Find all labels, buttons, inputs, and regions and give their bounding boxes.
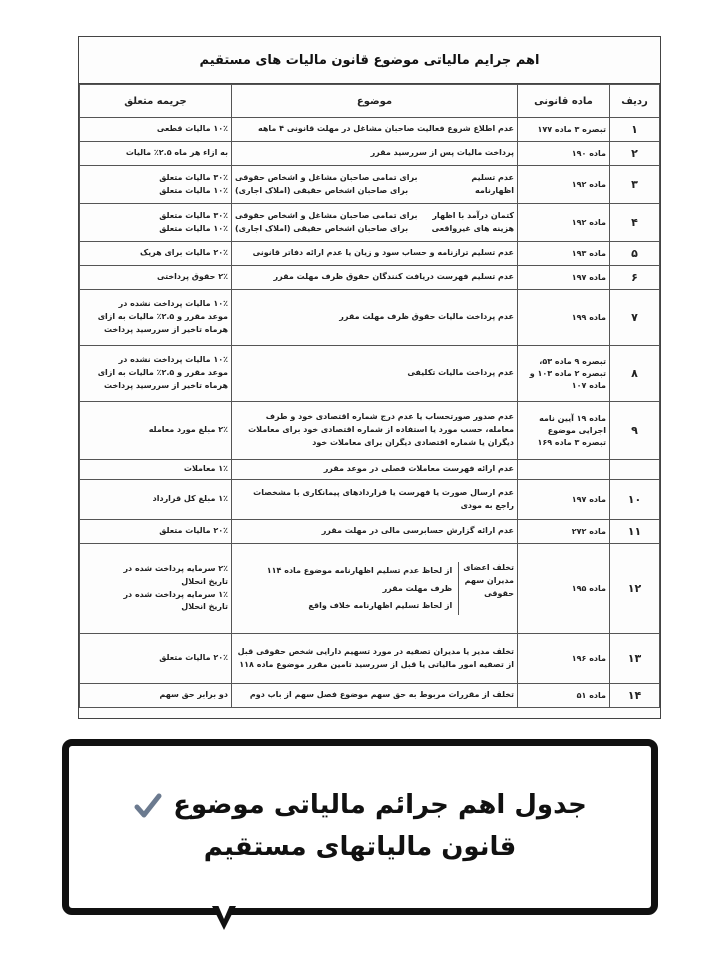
subject-pair bbox=[235, 185, 514, 198]
subject-left-line: ظرف مهلت مقرر bbox=[382, 583, 453, 593]
row-subject bbox=[232, 166, 518, 204]
table-row bbox=[80, 480, 660, 520]
row-article bbox=[518, 290, 610, 346]
row-article bbox=[518, 204, 610, 242]
subject-line: تخلف مدیر یا مدیران تصفیه در مورد تسهیم دارایی شخص حقوقی قبل bbox=[237, 646, 514, 656]
article-line: ماده ۱۹۷ bbox=[571, 494, 606, 504]
subject-pair-detail: برای تمامی صاحبان مشاغل و اشخاص حقوقی bbox=[235, 210, 418, 220]
row-penalty bbox=[80, 118, 232, 142]
penalty-line: ۳۰٪ مالیات متعلق bbox=[159, 172, 228, 182]
row-subject bbox=[232, 480, 518, 520]
row-subject bbox=[232, 346, 518, 402]
subject-pair-detail: برای صاحبان اشخاص حقیقی (املاک اجاری) bbox=[235, 185, 409, 195]
row-penalty bbox=[80, 544, 232, 634]
subject-split-right bbox=[458, 562, 514, 615]
subject-pair-label: اظهارنامه bbox=[475, 185, 514, 195]
subject-right-line: مدیران سهم bbox=[464, 575, 514, 585]
row-article bbox=[518, 266, 610, 290]
row-penalty bbox=[80, 166, 232, 204]
table-row bbox=[80, 634, 660, 684]
table-row bbox=[80, 266, 660, 290]
row-penalty bbox=[80, 142, 232, 166]
row-penalty bbox=[80, 290, 232, 346]
row-subject bbox=[232, 266, 518, 290]
row-index: ۱۰ bbox=[610, 480, 660, 520]
row-index: ۳ bbox=[610, 166, 660, 204]
subject-pair-detail: برای صاحبان اشخاص حقیقی (املاک اجاری) bbox=[235, 223, 409, 233]
header-article: ماده قانونی bbox=[518, 85, 610, 118]
article-line: ماده ۱۹۰ bbox=[571, 148, 606, 158]
penalty-line: ۲٪ سرمایه پرداخت شده در bbox=[123, 563, 228, 573]
table-row bbox=[80, 118, 660, 142]
caption-line-1: جدول اهم جرائم مالیاتی موضوع bbox=[173, 790, 587, 821]
row-index: ۹ bbox=[610, 402, 660, 460]
caption-bubble bbox=[62, 739, 658, 915]
penalty-line: هرماه تاخیر از سررسید پرداخت bbox=[104, 324, 228, 334]
row-article bbox=[518, 480, 610, 520]
penalty-line: ۱۰٪ مالیات متعلق bbox=[159, 185, 228, 195]
row-article bbox=[518, 242, 610, 266]
penalty-line: ۱٪ معاملات bbox=[183, 464, 228, 474]
subject-pair-label: کتمان درآمد با اظهار bbox=[432, 210, 514, 220]
table-row bbox=[80, 142, 660, 166]
header-penalty: جریمه متعلق bbox=[80, 85, 232, 118]
subject-split bbox=[235, 562, 514, 615]
penalty-line: هرماه تاخیر از سررسید پرداخت bbox=[104, 380, 228, 390]
row-index: ۱ bbox=[610, 118, 660, 142]
article-line: ماده ۱۹۶ bbox=[571, 653, 606, 663]
penalty-line: ۱٪ سرمایه پرداخت شده در bbox=[123, 589, 228, 599]
article-line: ماده ۱۹۲ bbox=[571, 217, 606, 227]
row-index: ۶ bbox=[610, 266, 660, 290]
article-line: ماده ۱۹۵ bbox=[571, 583, 606, 593]
penalty-line: ۲٪ مبلغ مورد معامله bbox=[148, 425, 228, 435]
article-line: ماده ۱۹۹ bbox=[571, 312, 606, 322]
tax-penalties-document bbox=[78, 36, 661, 719]
row-index: ۲ bbox=[610, 142, 660, 166]
row-penalty bbox=[80, 242, 232, 266]
table-row bbox=[80, 242, 660, 266]
row-subject bbox=[232, 402, 518, 460]
subject-line: تخلف از مقررات مربوط به حق سهم موضوع فصل سهم از باب دوم bbox=[249, 690, 514, 700]
penalty-line: ۲٪ حقوق پرداختی bbox=[157, 272, 228, 282]
penalty-line: ۲۰٪ مالیات متعلق bbox=[159, 526, 228, 536]
penalty-line: ۳۰٪ مالیات متعلق bbox=[159, 210, 228, 220]
table-header-row bbox=[80, 85, 660, 118]
subject-pair-detail: برای تمامی صاحبان مشاغل و اشخاص حقوقی bbox=[235, 172, 418, 182]
row-subject bbox=[232, 204, 518, 242]
row-index: ۱۳ bbox=[610, 634, 660, 684]
penalty-line: ۱۰٪ مالیات متعلق bbox=[159, 223, 228, 233]
penalty-line: موعد مقرر و ۲.۵٪ مالیات به ازای bbox=[97, 312, 228, 322]
row-index: ۱۱ bbox=[610, 520, 660, 544]
table-row bbox=[80, 544, 660, 634]
row-penalty bbox=[80, 204, 232, 242]
row-index: ۱۴ bbox=[610, 684, 660, 708]
subject-line: عدم ارائه گزارش حسابرسی مالی در مهلت مقرر bbox=[321, 526, 514, 536]
table-row bbox=[80, 402, 660, 460]
article-line: تبصره ۳ ماده ۱۷۷ bbox=[537, 124, 606, 134]
row-index: ۱۲ bbox=[610, 544, 660, 634]
penalty-line: ۲۰٪ مالیات برای هریک bbox=[139, 248, 228, 258]
subject-pair bbox=[235, 172, 514, 185]
header-idx: ردیف bbox=[610, 85, 660, 118]
article-line: ماده ۲۷۲ bbox=[571, 526, 606, 536]
row-index bbox=[610, 460, 660, 480]
penalty-line: دو برابر حق سهم bbox=[159, 690, 228, 700]
subject-line: عدم صدور صورتحساب یا عدم درج شماره اقتصادی خود و طرف bbox=[265, 412, 514, 422]
row-subject bbox=[232, 634, 518, 684]
row-subject bbox=[232, 142, 518, 166]
caption-line-2: قانون مالیاتهای مستقیم bbox=[203, 832, 517, 862]
subject-line: معامله، حسب مورد یا استفاده از شماره اقتصادی خود برای معاملات bbox=[248, 425, 514, 435]
row-article bbox=[518, 166, 610, 204]
penalty-line: تاریخ انحلال bbox=[181, 602, 228, 612]
penalty-line: ۱۰٪ مالیات پرداخت نشده در bbox=[118, 299, 228, 309]
row-article bbox=[518, 402, 610, 460]
table-row bbox=[80, 520, 660, 544]
subject-line: عدم تسلیم ترازنامه و حساب سود و زیان یا عدم ارائه دفاتر قانونی bbox=[252, 248, 514, 258]
row-index: ۵ bbox=[610, 242, 660, 266]
article-line: اجرایی موضوع bbox=[547, 425, 606, 435]
article-line: تبصره ۳ ماده ۱۶۹ bbox=[537, 437, 606, 447]
row-penalty bbox=[80, 402, 232, 460]
article-line: ماده ۱۹۳ bbox=[571, 248, 606, 258]
row-article bbox=[518, 118, 610, 142]
subject-line: عدم تسلیم فهرست دریافت کنندگان حقوق ظرف مهلت مقرر bbox=[273, 272, 514, 282]
row-subject bbox=[232, 242, 518, 266]
penalty-line: ۱۰٪ مالیات قطعی bbox=[156, 124, 228, 134]
subject-line: عدم پرداخت مالیات تکلیفی bbox=[407, 368, 514, 378]
article-line: ماده ۱۰۷ bbox=[571, 380, 606, 390]
row-subject bbox=[232, 290, 518, 346]
row-article bbox=[518, 460, 610, 480]
subject-line: عدم ارسال صورت یا فهرست یا قراردادهای پیمانکاری با مشخصات bbox=[253, 487, 514, 497]
row-subject bbox=[232, 684, 518, 708]
article-line: ماده ۱۹۲ bbox=[571, 179, 606, 189]
subject-split-left bbox=[267, 562, 452, 615]
subject-pair bbox=[235, 223, 514, 236]
table-row bbox=[80, 460, 660, 480]
bubble-tail-inner bbox=[218, 905, 230, 919]
subject-left-line: از لحاظ تسلیم اظهارنامه خلاف واقع bbox=[308, 601, 453, 611]
document-title: اهم جرایم مالیاتی موضوع قانون مالیات های مستقیم bbox=[79, 37, 660, 84]
penalty-line: ۱۰٪ مالیات پرداخت نشده در bbox=[118, 355, 228, 365]
row-article bbox=[518, 520, 610, 544]
subject-pair-label: هزینه های غیرواقعی bbox=[431, 223, 514, 233]
table-body bbox=[80, 118, 660, 708]
row-article bbox=[518, 634, 610, 684]
subject-line: از تصفیه امور مالیاتی یا قبل از سررسید تامین مقرر موضوع ماده ۱۱۸ bbox=[239, 659, 514, 669]
row-article bbox=[518, 544, 610, 634]
row-index: ۸ bbox=[610, 346, 660, 402]
row-penalty bbox=[80, 460, 232, 480]
row-subject bbox=[232, 118, 518, 142]
row-penalty bbox=[80, 520, 232, 544]
article-line: ماده ۱۹۷ bbox=[571, 272, 606, 282]
row-penalty bbox=[80, 480, 232, 520]
article-line: تبصره ۹ ماده ۵۳، bbox=[539, 356, 606, 366]
subject-right-line: حقوقی bbox=[484, 588, 514, 598]
penalty-line: به ازاء هر ماه ۲.۵٪ مالیات bbox=[125, 148, 228, 158]
table-row bbox=[80, 684, 660, 708]
subject-left-line: از لحاظ عدم تسلیم اظهارنامه موضوع ماده ۱۱۴ bbox=[266, 566, 453, 576]
subject-line: راجع به مودی bbox=[460, 500, 514, 510]
row-subject bbox=[232, 460, 518, 480]
check-mark-icon bbox=[133, 791, 163, 821]
header-subject: موضوع bbox=[232, 85, 518, 118]
row-article bbox=[518, 684, 610, 708]
row-subject bbox=[232, 544, 518, 634]
subject-line: عدم ارائه فهرست معاملات فصلی در موعد مقرر bbox=[323, 464, 514, 474]
row-index: ۷ bbox=[610, 290, 660, 346]
row-penalty bbox=[80, 266, 232, 290]
row-penalty bbox=[80, 346, 232, 402]
row-index: ۴ bbox=[610, 204, 660, 242]
row-penalty bbox=[80, 634, 232, 684]
penalty-line: ۱٪ مبلغ کل قرارداد bbox=[152, 494, 228, 504]
subject-line: دیگران یا شماره اقتصادی دیگران برای معاملات خود bbox=[312, 437, 514, 447]
table-row bbox=[80, 290, 660, 346]
penalty-line: ۲۰٪ مالیات متعلق bbox=[159, 653, 228, 663]
penalty-line: موعد مقرر و ۲.۵٪ مالیات به ازای bbox=[97, 368, 228, 378]
row-article bbox=[518, 142, 610, 166]
subject-right-line: تخلف اعضای bbox=[463, 563, 514, 573]
article-line: ماده ۵۱ bbox=[576, 690, 606, 700]
subject-line: پرداخت مالیات پس از سررسید مقرر bbox=[370, 148, 514, 158]
row-subject bbox=[232, 520, 518, 544]
table-row bbox=[80, 204, 660, 242]
row-penalty bbox=[80, 684, 232, 708]
penalty-line: تاریخ انحلال bbox=[181, 576, 228, 586]
subject-line: عدم اطلاع شروع فعالیت صاحبان مشاغل در مهلت قانونی ۴ ماهه bbox=[258, 124, 514, 134]
subject-pair-label: عدم تسلیم bbox=[471, 172, 514, 182]
article-line: ماده ۱۹ آیین نامه bbox=[539, 413, 606, 423]
row-article bbox=[518, 346, 610, 402]
table-row bbox=[80, 346, 660, 402]
article-line: تبصره ۲ ماده ۱۰۳ و bbox=[529, 368, 606, 378]
subject-line: عدم پرداخت مالیات حقوق ظرف مهلت مقرر bbox=[339, 312, 514, 322]
subject-pair bbox=[235, 210, 514, 223]
table-row bbox=[80, 166, 660, 204]
penalties-table bbox=[79, 84, 660, 708]
